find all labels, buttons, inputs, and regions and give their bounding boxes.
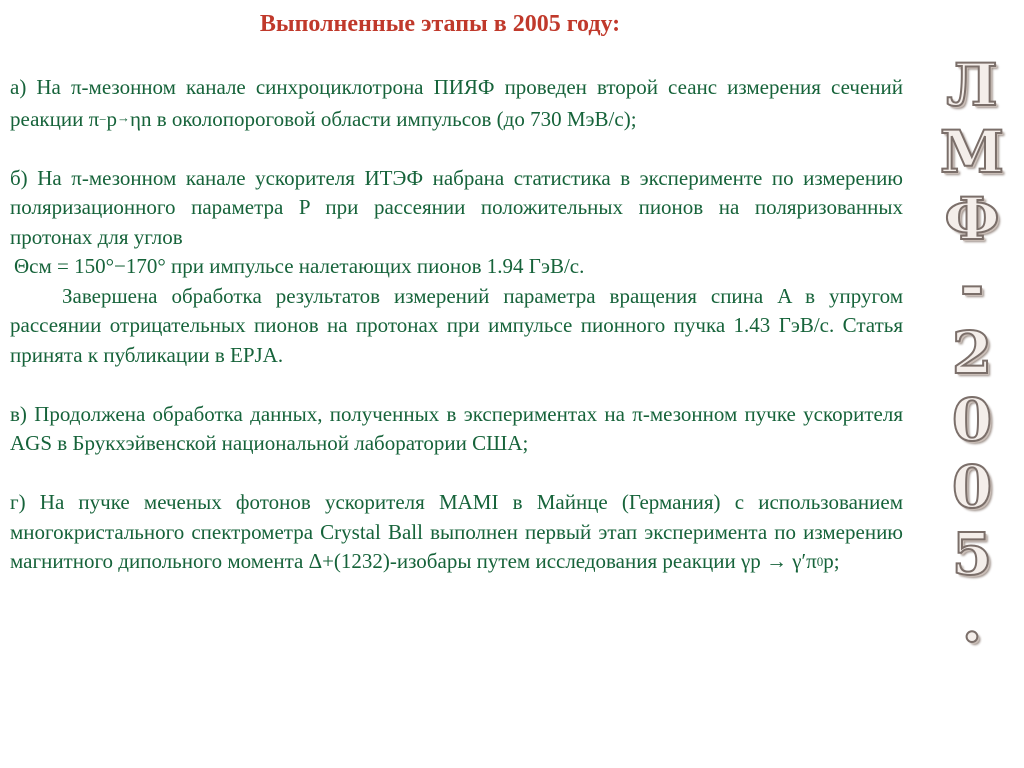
sidebar-letter: . <box>961 587 983 655</box>
paragraph-d <box>10 488 903 577</box>
main-content <box>10 73 903 577</box>
paragraph-d-text-end: p; <box>823 549 840 573</box>
reaction-arrow: → <box>117 109 131 125</box>
sidebar-letter: 2 <box>951 319 993 387</box>
sidebar-letter: 5 <box>951 520 993 588</box>
sidebar-letter: Ф <box>944 185 1000 253</box>
paragraph-a <box>10 73 903 134</box>
pi-minus-superscript: − <box>99 111 107 127</box>
paragraph-c: в) Продолжена обработка данных, полученных в экспериментах на π-мезонном пучке ускорителя AGS в Брукхэйвенской национальной лаборатории США; <box>10 401 903 455</box>
paragraph-a-text-end: ηn в околопороговой области импульсов (до 730 МэВ/с); <box>130 106 637 131</box>
paragraph-b-angles <box>10 252 903 282</box>
sidebar-vertical-title <box>932 52 1012 752</box>
page-title: Выполненные этапы в 2005 году: <box>259 11 621 37</box>
spacer <box>10 370 903 400</box>
paragraph-b-angles-text: Θcм = 150°−170° при импульсе налетающих пионов 1.94 ГэВ/с. <box>14 254 585 278</box>
spacer <box>10 459 903 489</box>
spacer <box>10 134 903 164</box>
paragraph-d-text: г) На пучке меченых фотонов ускорителя MAMI в Майнце (Германия) с использованием многокристального спектрометра Crystal Ball выполнен первый этап эксперимента по измерению магнитного дипольного момента Δ+(1232)-изобары путем исследования реакции γp → γ′π <box>10 490 903 573</box>
paragraph-b: б) На π-мезонном канале ускорителя ИТЭФ набрана статистика в эксперименте по измерению поляризационного параметра P при рассеянии положительных пионов на поляризованных протонах для углов <box>10 165 903 249</box>
pi-zero-superscript: 0 <box>816 554 824 569</box>
proton-symbol: p <box>106 106 118 131</box>
sidebar-letter: 0 <box>951 453 993 521</box>
paragraph-a-text: а) На π-мезонном канале синхроциклотрона ПИЯФ проведен второй сеанс измерения сечений реакции π <box>10 75 903 131</box>
paragraph-b-spin-rotation: Завершена обработка результатов измерений параметра вращения спина A в упругом рассеянии отрицательных пионов на протонах при импульсе пионного пучка 1.43 ГэВ/с. Статья принята к публикации в EPJA. <box>10 283 903 367</box>
sidebar-letter: М <box>939 118 1005 186</box>
sidebar-letter: 0 <box>951 386 993 454</box>
sidebar-letter: Л <box>946 51 998 119</box>
sidebar-letter: - <box>959 252 985 320</box>
